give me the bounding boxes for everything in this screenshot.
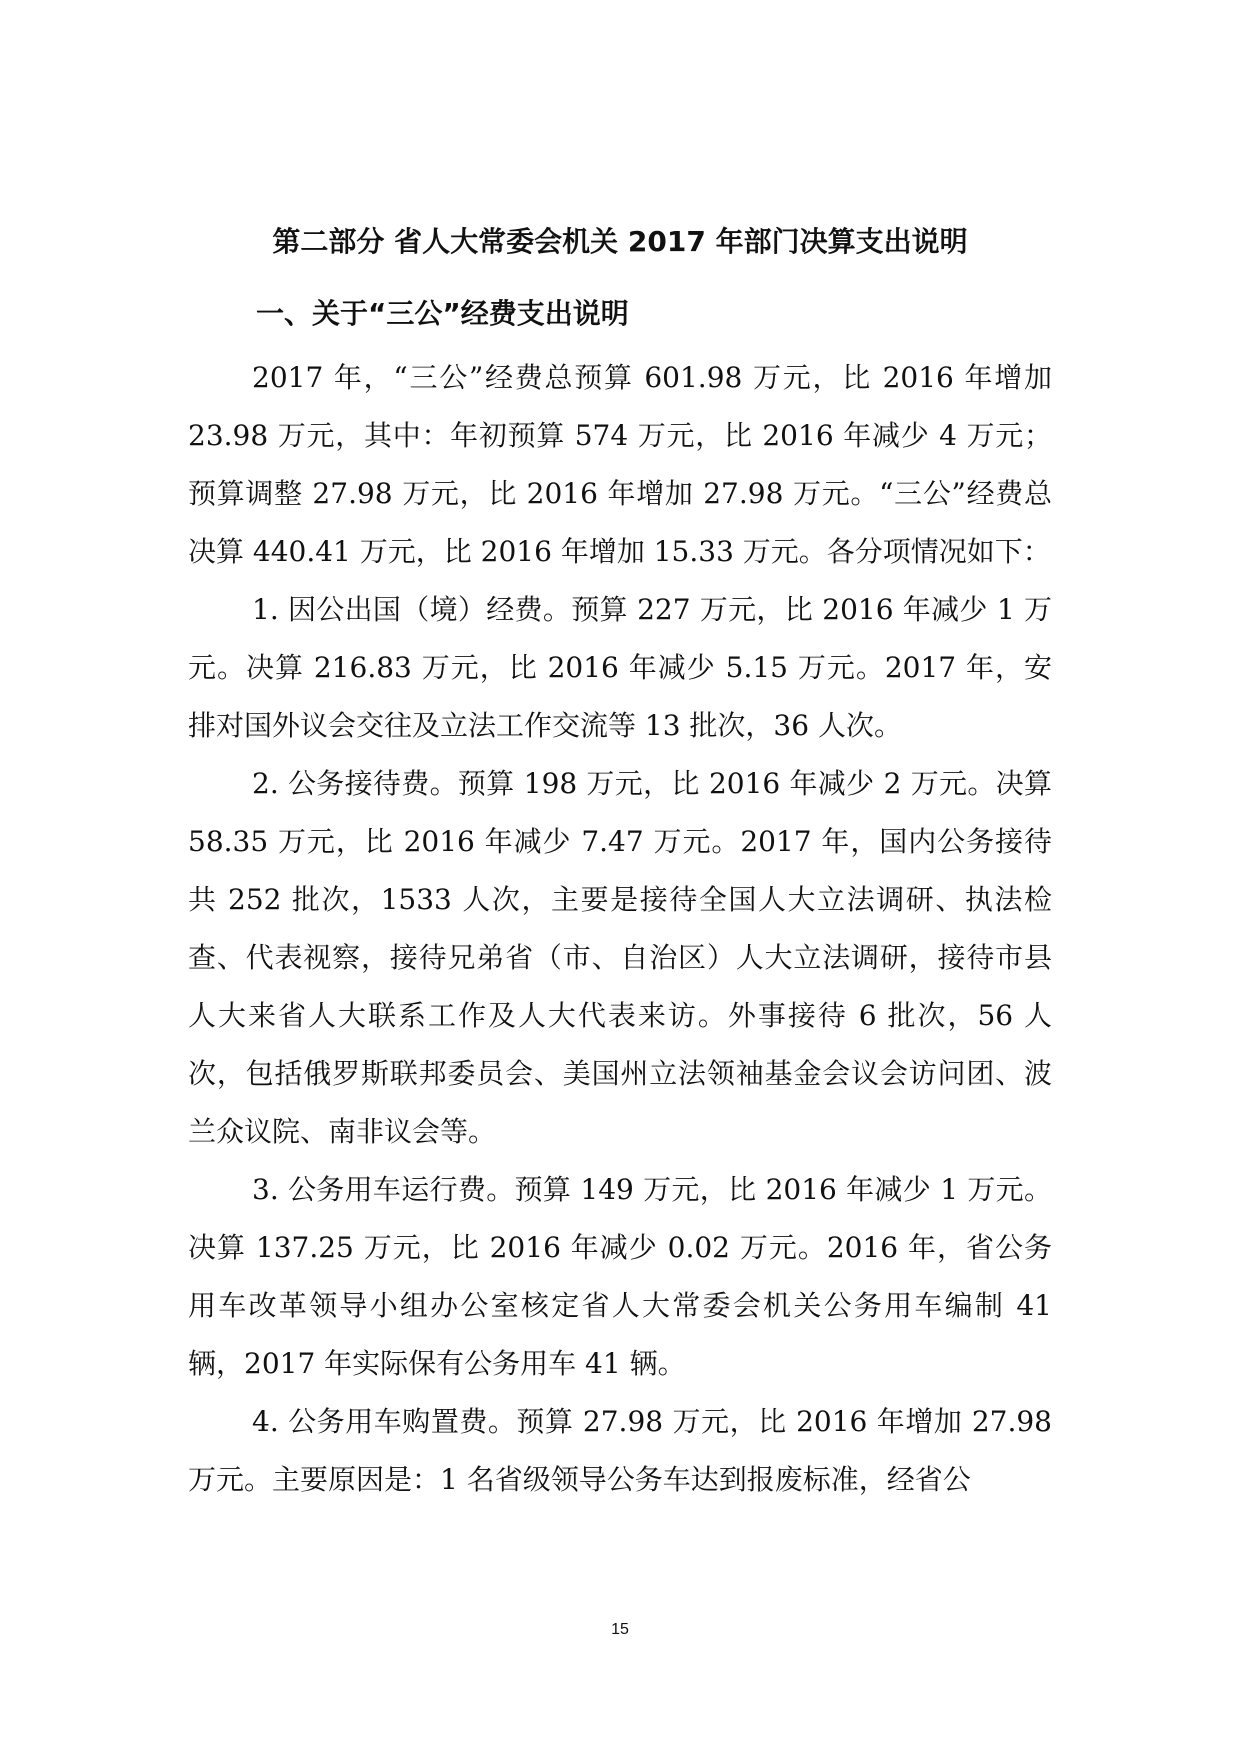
- paragraph-official-reception: 2. 公务接待费。预算 198 万元，比 2016 年减少 2 万元。决算 58.35 万元，比 2016 年减少 7.47 万元。2017 年，国内公务接待共 252 批次，1533 人次，主要是接待全国人大立法调研、执法检查、代表视察，接待兄弟省（市、自治区）人大立法调研，接待市县人大来省人大联系工作及人大代表来访。外事接待 6 批次，56 人次，包括俄罗斯联邦委员会、美国州立法领袖基金会议会访问团、波兰众议院、南非议会等。: [188, 767, 1052, 1148]
- paragraph-vehicle-purchase: 4. 公务用车购置费。预算 27.98 万元，比 2016 年增加 27.98 万元。主要原因是：1 名省级领导公务车达到报废标准，经省公: [188, 1405, 1052, 1496]
- page-number: 15: [611, 1621, 629, 1638]
- paragraph-vehicle-operation: 3. 公务用车运行费。预算 149 万元，比 2016 年减少 1 万元。决算 137.25 万元，比 2016 年减少 0.02 万元。2016 年，省公务用车改革领导小组办公室核定省人大常委会机关公务用车编制 41 辆，2017 年实际保有公务用车 41 辆。: [188, 1173, 1052, 1380]
- document-body: [188, 349, 1052, 1509]
- document-title: 第二部分 省人大常委会机关 2017 年部门决算支出说明: [272, 225, 968, 258]
- paragraph-summary: 2017 年，“三公”经费总预算 601.98 万元，比 2016 年增加 23.98 万元，其中：年初预算 574 万元，比 2016 年减少 4 万元；预算调整 27.98 万元，比 2016 年增加 27.98 万元。“三公”经费总决算 440.41 万元，比 2016 年增加 15.33 万元。各分项情况如下：: [188, 361, 1052, 568]
- section-heading: 一、关于“三公”经费支出说明: [256, 297, 629, 330]
- paragraph-overseas-travel: 1. 因公出国（境）经费。预算 227 万元，比 2016 年减少 1 万元。决算 216.83 万元，比 2016 年减少 5.15 万元。2017 年，安排对国外议会交往及立法工作交流等 13 批次，36 人次。: [188, 593, 1052, 742]
